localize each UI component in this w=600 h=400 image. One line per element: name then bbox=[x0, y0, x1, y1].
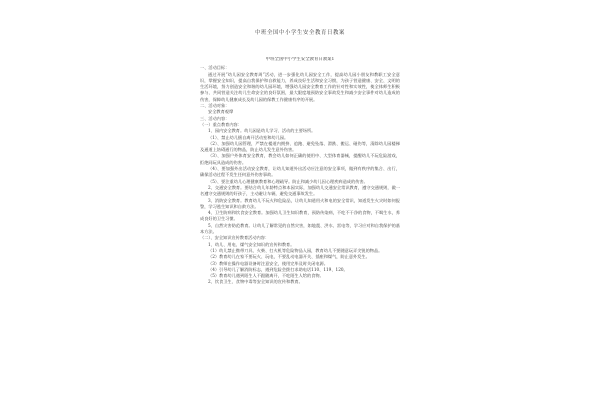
paragraph: （二）、安全知识宣传教育活动内容： bbox=[200, 235, 270, 241]
paragraph: 通过开展“幼儿园安全教育周”活动，进一步强化幼儿园安全工作，提高幼儿园小朋友和教职工安全意识，掌握安全知识，提高自我保护和自救能力，养成良好生活和安全习惯，为孩子营造健康、安全、文明的生活环境，努力创造安全和谐的幼儿园环境，增强幼儿园安全教育工作的针对性和实效性，使全体师生积极参与、共同营造关注幼儿生命安全的良好氛围，最大限度地预防安全事故发生和减少安全事件对幼儿造成的伤害，保障幼儿健康成长及幼儿园的保教工作健康有序的开展。 bbox=[200, 71, 400, 102]
paragraph: （1）、禁止幼儿擅自离开活动室和幼儿园。 bbox=[208, 134, 289, 140]
paragraph: 5、自然灾害防范教育。让幼儿了解常见的自然灾害，如地震、洪水、雷电等，学习应对和自我保护的基本方法。 bbox=[200, 222, 400, 235]
paragraph: 安全教育观摩 bbox=[208, 109, 234, 115]
paragraph: 4、卫生防病和饮食安全教育。加强幼儿卫生知识教育，预防传染病，不吃不干净的食物，不喝生水，养成良好的卫生习惯。 bbox=[200, 210, 400, 222]
paragraph: 1、园内安全教育。幼儿园是幼儿学习、活动的主要场所。 bbox=[208, 128, 316, 134]
paragraph: 一、活动目标： bbox=[200, 65, 230, 71]
paragraph: （3）教师在操作电器设备时注意安全，使用完毕及时关闭电源。 bbox=[208, 260, 328, 266]
document-title: 中班全国中小学生安全教育日教案 bbox=[255, 30, 345, 36]
paragraph: （3）、加强户外体育安全教育，教会幼儿如何正确的使用中、大型体育器械，提醒幼儿不玩危险游戏，拒绝同玩具造成的伤害。 bbox=[200, 153, 400, 165]
paragraph: （5）教育幼儿遇到陌生人不跟随离开，不吃陌生人给的食物。 bbox=[208, 273, 324, 279]
section-title: 中班全国中小学生安全教育日教案1 bbox=[265, 57, 335, 62]
paragraph: 1、幼儿、用电、煤气安全知识的宣传和教育。 bbox=[208, 241, 295, 247]
document-body bbox=[200, 57, 400, 377]
paragraph: 2、交通安全教育。要结合幼儿年龄特点和本园实际，加强幼儿交通安全常识教育，遵守交通规则，做一名遵守交通规则的好孩子，主动避让车辆，避免交通事故发生。 bbox=[200, 184, 400, 197]
paragraph-list bbox=[200, 65, 400, 285]
paragraph: 3、消防安全教育。教育幼儿不玩火和危险品，让幼儿知道用火和电的安全常识，知道发生火灾时如何报警，学习逃生知识和自救方法。 bbox=[200, 197, 400, 209]
paragraph: （4）引导幼儿了解消防标志，遇到危险会拨打求助电话110、119、120。 bbox=[208, 266, 348, 272]
paragraph: （一）重点教育内容： bbox=[200, 121, 242, 127]
paragraph: （5）、要注重幼儿心理健康教育和心理疏导。防止和减少幼儿因心理疾病造成的伤害。 bbox=[208, 178, 368, 184]
paragraph: （1）幼儿禁止携带刀具、火柴、打火机等危险物品入园，教育幼儿不要随意玩弄尖锐的物品。 bbox=[208, 247, 383, 253]
paragraph: （2）、加强幼儿园管理，严禁在楼道内拥挤、追跑、避免坠落、滑跌、搬运、碰伤等，清除幼儿园楼梯及通道上妨碍通行的物品，防止幼儿发生意外伤害。 bbox=[200, 140, 400, 153]
paragraph: 三、活动内容： bbox=[200, 115, 230, 121]
paragraph: 二、活动对象： bbox=[200, 103, 230, 109]
paragraph: （2）教育幼儿在家不要玩火、玩电，不要乱动电器开关、插座和煤气，防止意外发生。 bbox=[208, 254, 370, 260]
paragraph: 2、饮食卫生、食物中毒等安全知识的宣传和教育。 bbox=[208, 279, 303, 285]
paragraph: （4）、要加强外出活动安全教育，让幼儿知道外出活动应注意的安全事项，做到有秩序的集合、出行，确保活动过程不发生任何意外伤害事故。 bbox=[200, 166, 400, 178]
